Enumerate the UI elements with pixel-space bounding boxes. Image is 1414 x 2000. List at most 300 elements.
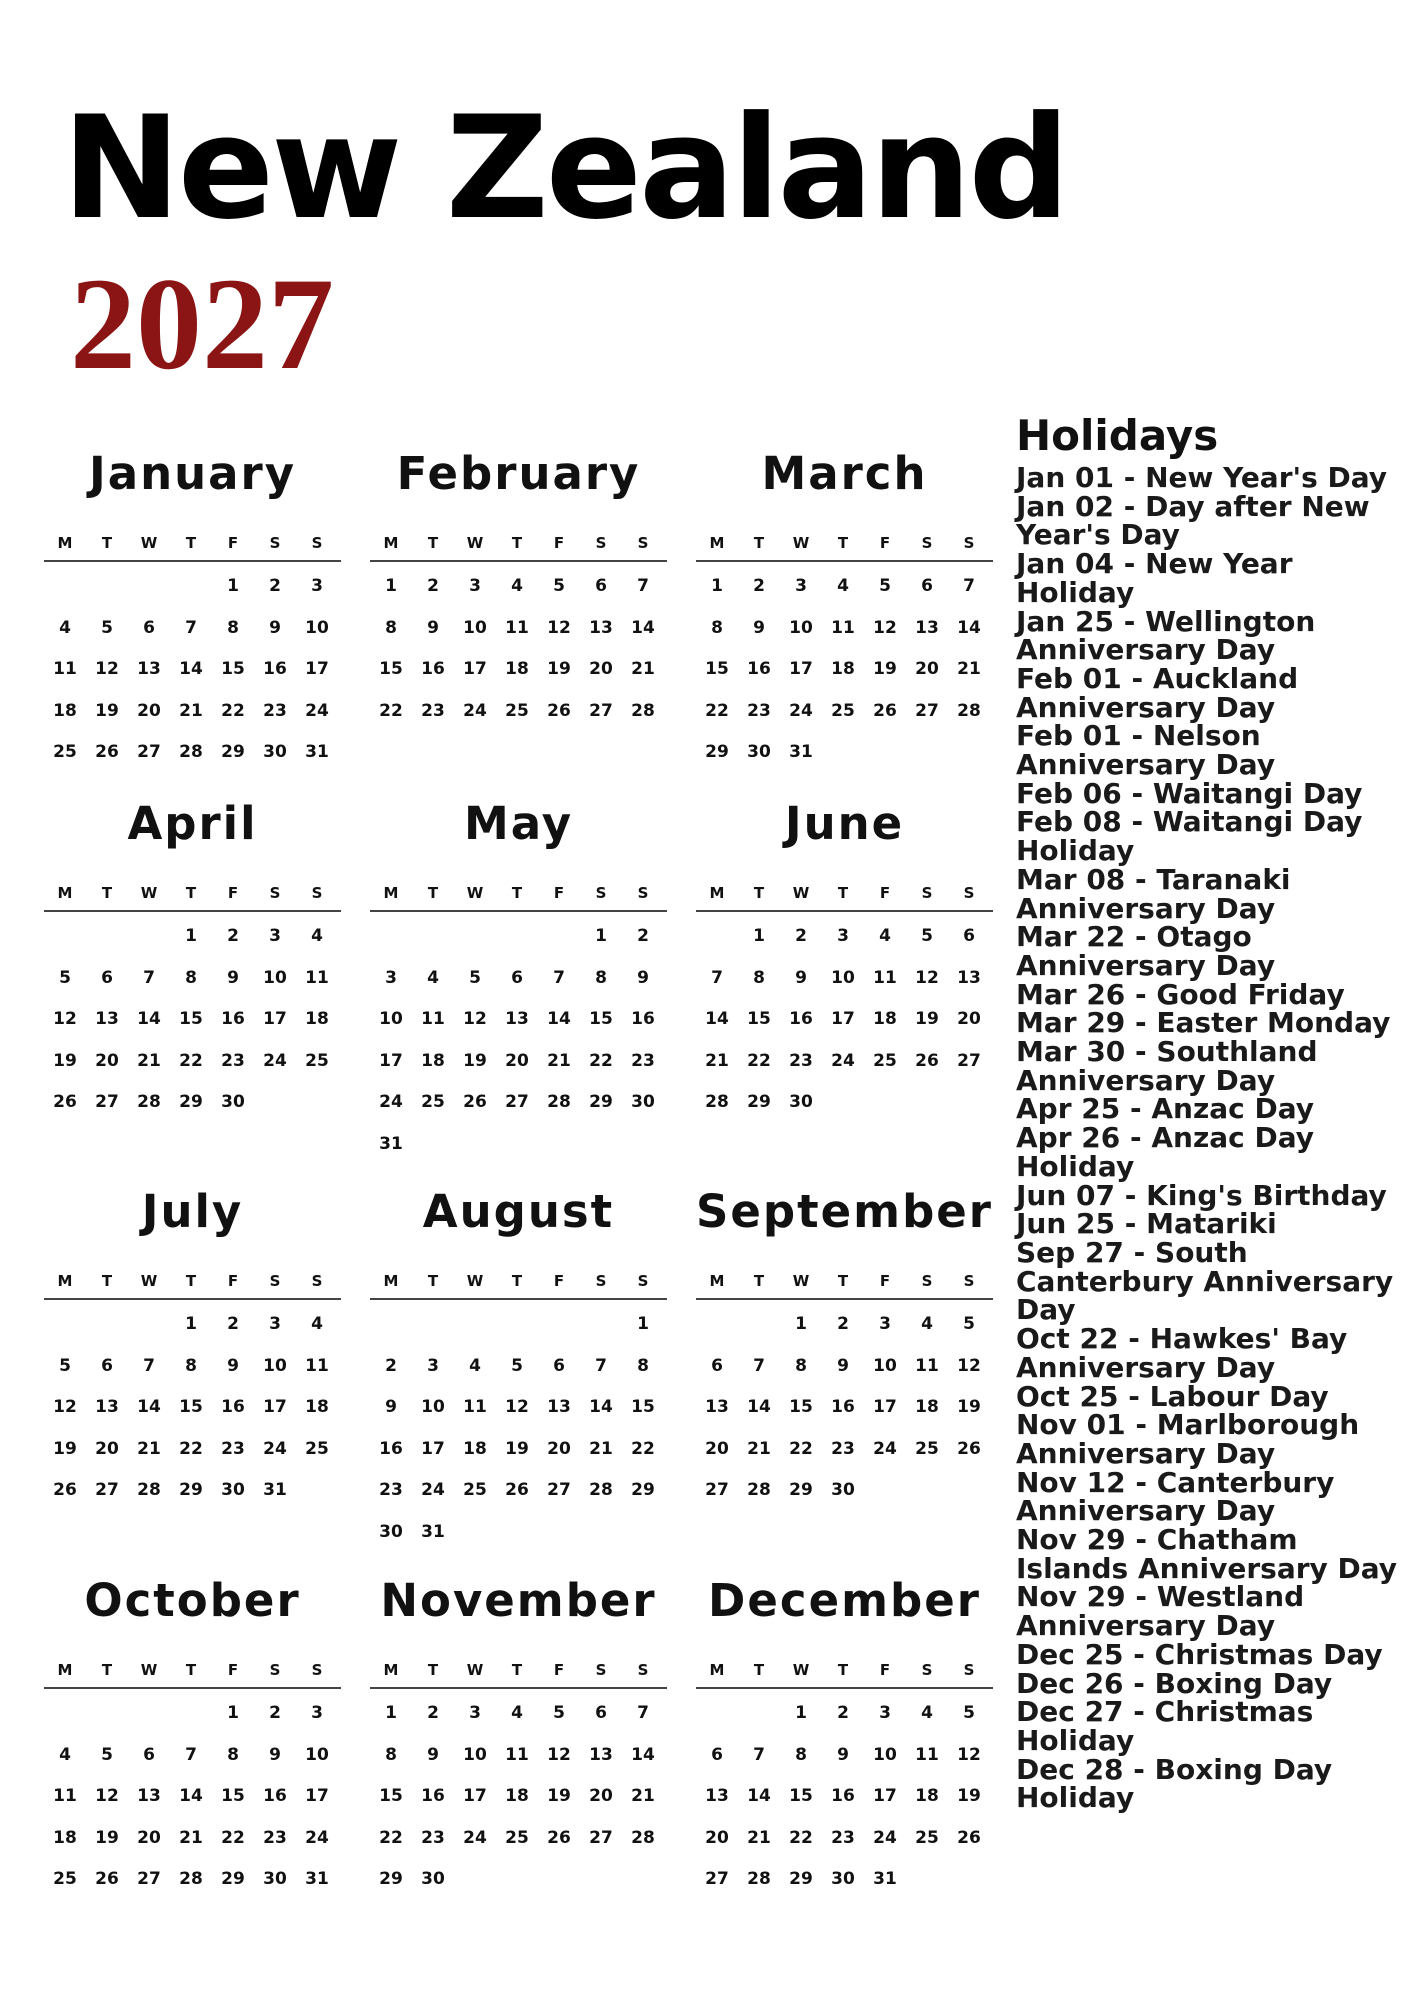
weekday-label: S — [963, 1661, 975, 1679]
weekday-label: S — [311, 1661, 323, 1679]
day-cell: 1 — [185, 926, 197, 946]
day-cell: 23 — [631, 1050, 655, 1071]
day-cell: 28 — [179, 742, 203, 762]
weekday-header — [696, 1656, 993, 1684]
day-cell: 13 — [705, 1397, 729, 1417]
weekday-label: W — [466, 1272, 484, 1290]
weekday-label: T — [837, 1661, 849, 1679]
day-cell: 29 — [705, 742, 729, 762]
day-cell: 27 — [589, 1827, 613, 1848]
weekday-label: S — [637, 884, 649, 902]
day-cell: 22 — [631, 1438, 655, 1459]
day-cell: 26 — [957, 1438, 981, 1459]
weekday-label: S — [963, 1272, 975, 1290]
day-cell: 10 — [873, 1355, 897, 1376]
day-cell: 1 — [227, 1703, 239, 1723]
day-cell: 21 — [547, 1050, 571, 1071]
weekday-label: S — [595, 1661, 607, 1679]
weekday-label: W — [792, 1272, 810, 1290]
day-cell: 22 — [789, 1827, 813, 1848]
day-cell: 14 — [747, 1397, 771, 1417]
day-cell: 4 — [311, 926, 323, 946]
day-cell: 1 — [185, 1314, 197, 1334]
day-cell: 12 — [53, 1009, 77, 1029]
day-cell: 27 — [547, 1480, 571, 1500]
weekday-label: T — [511, 1661, 523, 1679]
day-cell: 9 — [269, 1744, 281, 1765]
day-cell: 29 — [179, 1480, 203, 1500]
day-cell: 25 — [505, 1827, 529, 1848]
day-cell: 20 — [137, 700, 161, 721]
day-cell: 11 — [915, 1355, 939, 1376]
holiday-item: Feb 08 - Waitangi Day Holiday — [1016, 805, 1363, 868]
day-cell: 31 — [421, 1521, 445, 1542]
day-cell: 10 — [379, 1009, 403, 1029]
day-cell: 30 — [747, 742, 771, 762]
day-cell: 11 — [873, 967, 897, 988]
weekday-label: M — [57, 1272, 73, 1290]
day-cell: 6 — [595, 1703, 607, 1723]
day-cell: 2 — [269, 576, 281, 596]
day-cell: 27 — [915, 700, 939, 721]
day-cell: 20 — [705, 1827, 729, 1848]
day-cell: 22 — [379, 700, 403, 721]
holiday-item: Oct 25 - Labour Day — [1016, 1379, 1329, 1413]
day-cell: 26 — [505, 1480, 529, 1500]
day-cell: 24 — [421, 1480, 445, 1500]
day-cell: 25 — [463, 1480, 487, 1500]
day-cell: 3 — [469, 576, 481, 596]
day-cell: 23 — [421, 700, 445, 721]
weekday-label: S — [963, 534, 975, 552]
day-cell: 30 — [789, 1092, 813, 1112]
day-cell: 14 — [705, 1009, 729, 1029]
day-cell: 22 — [589, 1050, 613, 1071]
holiday-item: Apr 25 - Anzac Day — [1016, 1092, 1315, 1126]
month-name: April — [127, 797, 258, 850]
day-cell: 9 — [795, 967, 807, 988]
day-cell: 19 — [53, 1050, 77, 1071]
day-cell: 8 — [185, 1355, 197, 1376]
day-cell: 17 — [263, 1397, 287, 1417]
day-cell: 28 — [631, 700, 655, 721]
weekday-label: T — [185, 1661, 197, 1679]
day-cell: 18 — [53, 700, 77, 721]
holiday-item: Mar 30 - Southland Anniversary Day — [1016, 1035, 1318, 1097]
day-cell: 1 — [227, 576, 239, 596]
day-cell: 3 — [469, 1703, 481, 1723]
day-cell: 19 — [463, 1050, 487, 1071]
day-cell: 4 — [59, 1744, 71, 1765]
day-cell: 14 — [137, 1009, 161, 1029]
day-cell: 20 — [589, 1786, 613, 1806]
day-cell: 28 — [179, 1869, 203, 1889]
day-cell: 6 — [143, 617, 155, 638]
day-cell: 26 — [53, 1092, 77, 1112]
weekday-label: M — [383, 1272, 399, 1290]
weekday-label: W — [792, 884, 810, 902]
day-cell: 14 — [747, 1786, 771, 1806]
weekday-label: S — [595, 534, 607, 552]
holiday-item: Feb 06 - Waitangi Day — [1016, 776, 1363, 810]
day-cell: 12 — [505, 1397, 529, 1417]
day-cell: 5 — [59, 1355, 71, 1376]
day-cell: 25 — [305, 1438, 329, 1459]
day-cell: 16 — [789, 1009, 813, 1029]
day-cell: 5 — [59, 967, 71, 988]
weekday-label: S — [311, 884, 323, 902]
day-cell: 13 — [547, 1397, 571, 1417]
weekday-label: T — [185, 534, 197, 552]
weekday-label: M — [57, 1661, 73, 1679]
day-cell: 18 — [505, 1786, 529, 1806]
weekday-label: W — [140, 534, 158, 552]
day-cell: 6 — [595, 576, 607, 596]
day-cell: 14 — [957, 617, 981, 638]
weekday-label: W — [466, 534, 484, 552]
day-cell: 9 — [269, 617, 281, 638]
day-cell: 27 — [957, 1050, 981, 1071]
weekday-label: F — [227, 884, 239, 902]
day-cell: 1 — [385, 1703, 397, 1723]
day-cell: 7 — [963, 576, 975, 596]
day-cell: 28 — [137, 1480, 161, 1500]
weekday-label: F — [553, 884, 565, 902]
day-cell: 13 — [137, 659, 161, 679]
weekday-label: M — [57, 884, 73, 902]
weekday-label: T — [427, 534, 439, 552]
weekday-label: T — [511, 884, 523, 902]
day-cell: 26 — [873, 700, 897, 721]
weekday-label: S — [595, 884, 607, 902]
day-cell: 29 — [631, 1480, 655, 1500]
day-cell: 25 — [505, 700, 529, 721]
weekday-label: M — [709, 534, 725, 552]
day-cell: 7 — [143, 967, 155, 988]
day-cell: 16 — [379, 1438, 403, 1459]
header-divider — [44, 1298, 341, 1300]
day-cell: 15 — [379, 1786, 403, 1806]
day-cell: 17 — [789, 659, 813, 679]
day-cell: 25 — [915, 1827, 939, 1848]
header-divider — [370, 910, 667, 912]
day-cell: 17 — [379, 1050, 403, 1071]
day-cell: 1 — [385, 576, 397, 596]
day-cell: 3 — [311, 1703, 323, 1723]
header-divider — [696, 560, 993, 562]
day-cell: 1 — [795, 1703, 807, 1723]
holiday-item: Jan 02 - Day after New Year's Day — [1016, 489, 1370, 552]
day-cell: 17 — [263, 1009, 287, 1029]
day-cell: 22 — [179, 1050, 203, 1071]
day-cell: 27 — [705, 1869, 729, 1889]
day-cell: 13 — [957, 967, 981, 988]
day-cell: 7 — [185, 1744, 197, 1765]
day-cell: 8 — [385, 1744, 397, 1765]
day-cell: 19 — [505, 1438, 529, 1459]
day-cell: 4 — [427, 967, 439, 988]
day-cell: 15 — [747, 1009, 771, 1029]
day-cell: 12 — [915, 967, 939, 988]
weekday-label: M — [383, 1661, 399, 1679]
weekday-header — [370, 529, 667, 557]
day-cell: 6 — [711, 1355, 723, 1376]
day-cell: 16 — [747, 659, 771, 679]
month-name: August — [422, 1185, 615, 1238]
day-cell: 18 — [53, 1827, 77, 1848]
day-cell: 15 — [221, 659, 245, 679]
weekday-label: T — [427, 1661, 439, 1679]
day-cell: 11 — [53, 659, 77, 679]
day-cell: 6 — [921, 576, 933, 596]
day-cell: 14 — [589, 1397, 613, 1417]
weekday-label: S — [269, 1661, 281, 1679]
day-cell: 28 — [547, 1092, 571, 1112]
day-cell: 30 — [263, 742, 287, 762]
day-cell: 18 — [305, 1397, 329, 1417]
header-divider — [44, 560, 341, 562]
holiday-item: Jun 07 - King's Birthday — [1016, 1178, 1387, 1212]
weekday-label: W — [792, 1661, 810, 1679]
weekday-label: T — [837, 534, 849, 552]
month-name: July — [141, 1185, 244, 1238]
day-cell: 1 — [711, 576, 723, 596]
weekday-header — [696, 879, 993, 907]
holiday-item: Dec 26 - Boxing Day — [1016, 1666, 1333, 1700]
day-cell: 4 — [921, 1314, 933, 1334]
day-cell: 2 — [427, 1703, 439, 1723]
day-cell: 25 — [915, 1438, 939, 1459]
day-cell: 5 — [101, 1744, 113, 1765]
weekday-label: F — [879, 1272, 891, 1290]
day-cell: 22 — [705, 700, 729, 721]
day-cell: 11 — [915, 1744, 939, 1765]
day-cell: 4 — [921, 1703, 933, 1723]
day-cell: 26 — [463, 1092, 487, 1112]
year-heading: 2027 — [70, 250, 334, 397]
day-cell: 25 — [873, 1050, 897, 1071]
weekday-label: T — [511, 1272, 523, 1290]
weekday-header — [370, 1267, 667, 1295]
holiday-item: Feb 01 - Nelson Anniversary Day — [1016, 719, 1276, 782]
weekday-label: M — [57, 534, 73, 552]
holiday-item: Dec 28 - Boxing Day Holiday — [1016, 1752, 1333, 1815]
weekday-label: T — [427, 1272, 439, 1290]
day-cell: 11 — [831, 617, 855, 638]
weekday-label: T — [101, 534, 113, 552]
day-cell: 17 — [873, 1397, 897, 1417]
month-name: November — [380, 1574, 657, 1627]
day-cell: 30 — [631, 1092, 655, 1112]
month-name: January — [88, 447, 297, 500]
header-divider — [696, 1298, 993, 1300]
day-cell: 12 — [547, 1744, 571, 1765]
page-title: New Zealand — [62, 86, 1068, 251]
header-divider — [370, 1298, 667, 1300]
day-cell: 29 — [221, 742, 245, 762]
day-cell: 3 — [879, 1703, 891, 1723]
day-cell: 11 — [505, 1744, 529, 1765]
day-cell: 18 — [421, 1050, 445, 1071]
day-cell: 15 — [789, 1786, 813, 1806]
day-cell: 14 — [137, 1397, 161, 1417]
holiday-item: Jan 04 - New Year Holiday — [1016, 547, 1293, 609]
day-cell: 12 — [53, 1397, 77, 1417]
day-cell: 4 — [511, 1703, 523, 1723]
day-cell: 12 — [957, 1744, 981, 1765]
day-cell: 21 — [179, 700, 203, 721]
day-cell: 11 — [505, 617, 529, 638]
day-cell: 26 — [915, 1050, 939, 1071]
weekday-label: S — [921, 1661, 933, 1679]
day-cell: 18 — [915, 1786, 939, 1806]
day-cell: 28 — [747, 1480, 771, 1500]
day-cell: 9 — [637, 967, 649, 988]
day-cell: 15 — [589, 1009, 613, 1029]
day-cell: 31 — [305, 742, 329, 762]
day-cell: 18 — [915, 1397, 939, 1417]
day-cell: 10 — [421, 1397, 445, 1417]
day-cell: 24 — [305, 700, 329, 721]
holiday-item: Jan 25 - Wellington Anniversary Day — [1016, 604, 1316, 667]
day-cell: 28 — [589, 1480, 613, 1500]
day-cell: 17 — [463, 659, 487, 679]
header-divider — [370, 1687, 667, 1689]
weekday-label: W — [140, 884, 158, 902]
weekday-header — [696, 1267, 993, 1295]
weekday-label: T — [837, 1272, 849, 1290]
day-cell: 29 — [379, 1869, 403, 1889]
holiday-item: Feb 01 - Auckland Anniversary Day — [1016, 661, 1299, 724]
day-cell: 3 — [795, 576, 807, 596]
day-cell: 7 — [753, 1355, 765, 1376]
day-cell: 7 — [637, 576, 649, 596]
weekday-label: W — [140, 1272, 158, 1290]
day-cell: 2 — [753, 576, 765, 596]
day-cell: 23 — [831, 1438, 855, 1459]
weekday-label: W — [140, 1661, 158, 1679]
weekday-label: F — [553, 534, 565, 552]
day-cell: 6 — [711, 1744, 723, 1765]
weekday-label: S — [921, 1272, 933, 1290]
day-cell: 28 — [705, 1092, 729, 1112]
weekday-label: W — [792, 534, 810, 552]
day-cell: 11 — [305, 967, 329, 988]
day-cell: 24 — [463, 700, 487, 721]
day-cell: 22 — [747, 1050, 771, 1071]
holidays-panel — [1016, 412, 1406, 1813]
day-cell: 8 — [185, 967, 197, 988]
day-cell: 21 — [747, 1438, 771, 1459]
day-cell: 31 — [379, 1133, 403, 1154]
day-cell: 21 — [137, 1438, 161, 1459]
day-cell: 28 — [747, 1869, 771, 1889]
day-cell: 24 — [873, 1827, 897, 1848]
weekday-label: F — [227, 1661, 239, 1679]
day-cell: 30 — [379, 1521, 403, 1542]
day-cell: 3 — [427, 1355, 439, 1376]
day-cell: 22 — [221, 700, 245, 721]
weekday-label: T — [101, 1272, 113, 1290]
weekday-header — [44, 879, 341, 907]
holiday-item: Dec 25 - Christmas Day — [1016, 1637, 1383, 1671]
day-cell: 9 — [427, 1744, 439, 1765]
day-cell: 18 — [505, 659, 529, 679]
day-cell: 24 — [463, 1827, 487, 1848]
day-cell: 10 — [263, 967, 287, 988]
day-cell: 10 — [305, 617, 329, 638]
day-cell: 17 — [831, 1009, 855, 1029]
holidays-title: Holidays — [1016, 411, 1219, 460]
weekday-label: S — [269, 534, 281, 552]
day-cell: 19 — [915, 1009, 939, 1029]
day-cell: 21 — [705, 1050, 729, 1071]
holiday-item: Nov 29 - Chatham Islands Anniversary Day — [1016, 1523, 1398, 1585]
day-cell: 2 — [427, 576, 439, 596]
day-cell: 1 — [795, 1314, 807, 1334]
weekday-label: W — [466, 884, 484, 902]
day-cell: 29 — [221, 1869, 245, 1889]
weekday-label: S — [921, 884, 933, 902]
holiday-item: Sep 27 - South Canterbury Anniversary Day — [1016, 1235, 1394, 1327]
day-cell: 4 — [59, 617, 71, 638]
day-cell: 6 — [101, 967, 113, 988]
holiday-item: Nov 29 - Westland Anniversary Day — [1016, 1580, 1305, 1643]
day-cell: 5 — [553, 576, 565, 596]
month-name: February — [396, 447, 641, 500]
day-cell: 1 — [753, 926, 765, 946]
weekday-label: T — [185, 884, 197, 902]
day-cell: 16 — [421, 1786, 445, 1806]
day-cell: 17 — [305, 659, 329, 679]
day-cell: 21 — [747, 1827, 771, 1848]
day-cell: 29 — [789, 1480, 813, 1500]
day-cell: 31 — [305, 1869, 329, 1889]
weekday-label: T — [427, 884, 439, 902]
day-cell: 24 — [263, 1438, 287, 1459]
day-cell: 16 — [221, 1397, 245, 1417]
weekday-label: F — [227, 1272, 239, 1290]
day-cell: 5 — [101, 617, 113, 638]
day-cell: 30 — [831, 1480, 855, 1500]
day-cell: 7 — [595, 1355, 607, 1376]
weekday-label: S — [921, 534, 933, 552]
day-cell: 30 — [263, 1869, 287, 1889]
holiday-item: Nov 12 - Canterbury Anniversary Day — [1016, 1465, 1335, 1528]
day-cell: 27 — [95, 1092, 119, 1112]
day-cell: 13 — [137, 1786, 161, 1806]
day-cell: 28 — [137, 1092, 161, 1112]
day-cell: 18 — [873, 1009, 897, 1029]
day-cell: 23 — [421, 1827, 445, 1848]
day-cell: 12 — [95, 1786, 119, 1806]
weekday-header — [44, 1656, 341, 1684]
weekday-label: T — [185, 1272, 197, 1290]
weekday-label: S — [637, 534, 649, 552]
day-cell: 1 — [637, 1314, 649, 1334]
day-cell: 17 — [305, 1786, 329, 1806]
weekday-label: T — [753, 1661, 765, 1679]
day-cell: 7 — [637, 1703, 649, 1723]
day-cell: 16 — [831, 1786, 855, 1806]
weekday-label: W — [466, 1661, 484, 1679]
day-cell: 2 — [227, 926, 239, 946]
day-cell: 8 — [795, 1744, 807, 1765]
weekday-label: S — [595, 1272, 607, 1290]
day-cell: 6 — [101, 1355, 113, 1376]
day-cell: 9 — [837, 1355, 849, 1376]
holiday-item: Mar 08 - Taranaki Anniversary Day — [1016, 862, 1291, 925]
